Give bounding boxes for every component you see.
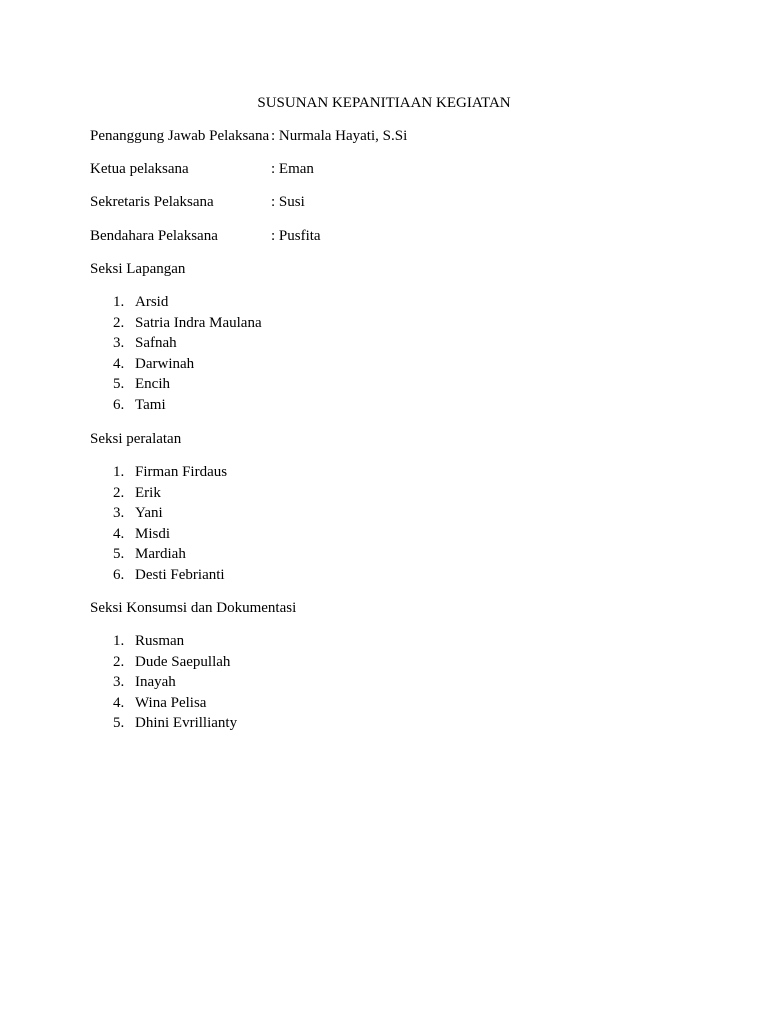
list-number: 6. [113, 566, 125, 583]
list-item [90, 293, 262, 314]
member-name: Mardiah [135, 546, 186, 562]
list-number: 4. [113, 525, 125, 542]
role-value: : Nurmala Hayati, S.Si [271, 128, 408, 144]
list-number: 1. [113, 464, 125, 480]
list-number: 2. [113, 653, 125, 670]
role-value: : Pusfita [271, 228, 321, 244]
role-row-ketua [90, 160, 314, 178]
list-item [90, 714, 237, 735]
list-item [90, 673, 237, 694]
role-row-sekretaris [90, 193, 305, 211]
member-name: Misdi [135, 525, 171, 542]
role-label: Sekretaris Pelaksana [90, 194, 214, 210]
member-name: Arsid [135, 294, 169, 310]
role-value: : Susi [271, 194, 305, 210]
member-name: Desti Febrianti [135, 566, 225, 583]
list-item [90, 694, 237, 715]
member-name: Wina Pelisa [135, 694, 207, 711]
list-item [90, 632, 237, 653]
list-number: 4. [113, 694, 125, 711]
list-item [90, 545, 227, 566]
role-row-bendahara [90, 227, 321, 245]
member-name: Erik [135, 484, 161, 501]
role-label: Bendahara Pelaksana [90, 228, 218, 244]
role-label: Ketua pelaksana [90, 161, 189, 177]
list-number: 3. [113, 505, 125, 521]
member-name: Firman Firdaus [135, 464, 228, 480]
list-item [90, 375, 262, 396]
section-title-lapangan: Seksi Lapangan [90, 261, 186, 277]
list-item [90, 355, 262, 376]
section-list-lapangan [90, 293, 262, 416]
list-number: 3. [113, 674, 125, 690]
section-title-peralatan: Seksi peralatan [90, 431, 182, 447]
list-number: 5. [113, 546, 125, 562]
member-name: Rusman [135, 633, 185, 649]
list-number: 4. [113, 355, 125, 372]
list-item [90, 334, 262, 355]
list-number: 1. [113, 294, 125, 310]
list-number: 1. [113, 633, 125, 649]
section-title-konsumsi: Seksi Konsumsi dan Dokumentasi [90, 600, 297, 616]
member-name: Tami [135, 396, 166, 413]
role-label: Penanggung Jawab Pelaksana [90, 128, 270, 144]
role-value: : Eman [271, 161, 314, 177]
list-number: 6. [113, 396, 125, 413]
list-number: 3. [113, 335, 125, 351]
list-item [90, 484, 227, 505]
member-name: Dhini Evrillianty [135, 715, 238, 731]
list-item [90, 525, 227, 546]
list-item [90, 463, 227, 484]
member-name: Satria Indra Maulana [135, 314, 262, 331]
member-name: Yani [135, 505, 163, 521]
list-number: 2. [113, 484, 125, 501]
member-name: Inayah [135, 674, 176, 690]
member-name: Encih [135, 376, 170, 392]
list-number: 2. [113, 314, 125, 331]
list-item [90, 396, 262, 417]
section-list-peralatan [90, 463, 227, 586]
section-list-konsumsi [90, 632, 237, 735]
member-name: Safnah [135, 335, 177, 351]
list-number: 5. [113, 376, 125, 392]
list-item [90, 653, 237, 674]
list-number: 5. [113, 715, 125, 731]
list-item [90, 314, 262, 335]
list-item [90, 566, 227, 587]
document-title: SUSUNAN KEPANITIAAN KEGIATAN [257, 95, 511, 111]
list-item [90, 504, 227, 525]
member-name: Darwinah [135, 355, 195, 372]
role-row-penanggung-jawab [90, 127, 407, 145]
member-name: Dude Saepullah [135, 653, 231, 670]
